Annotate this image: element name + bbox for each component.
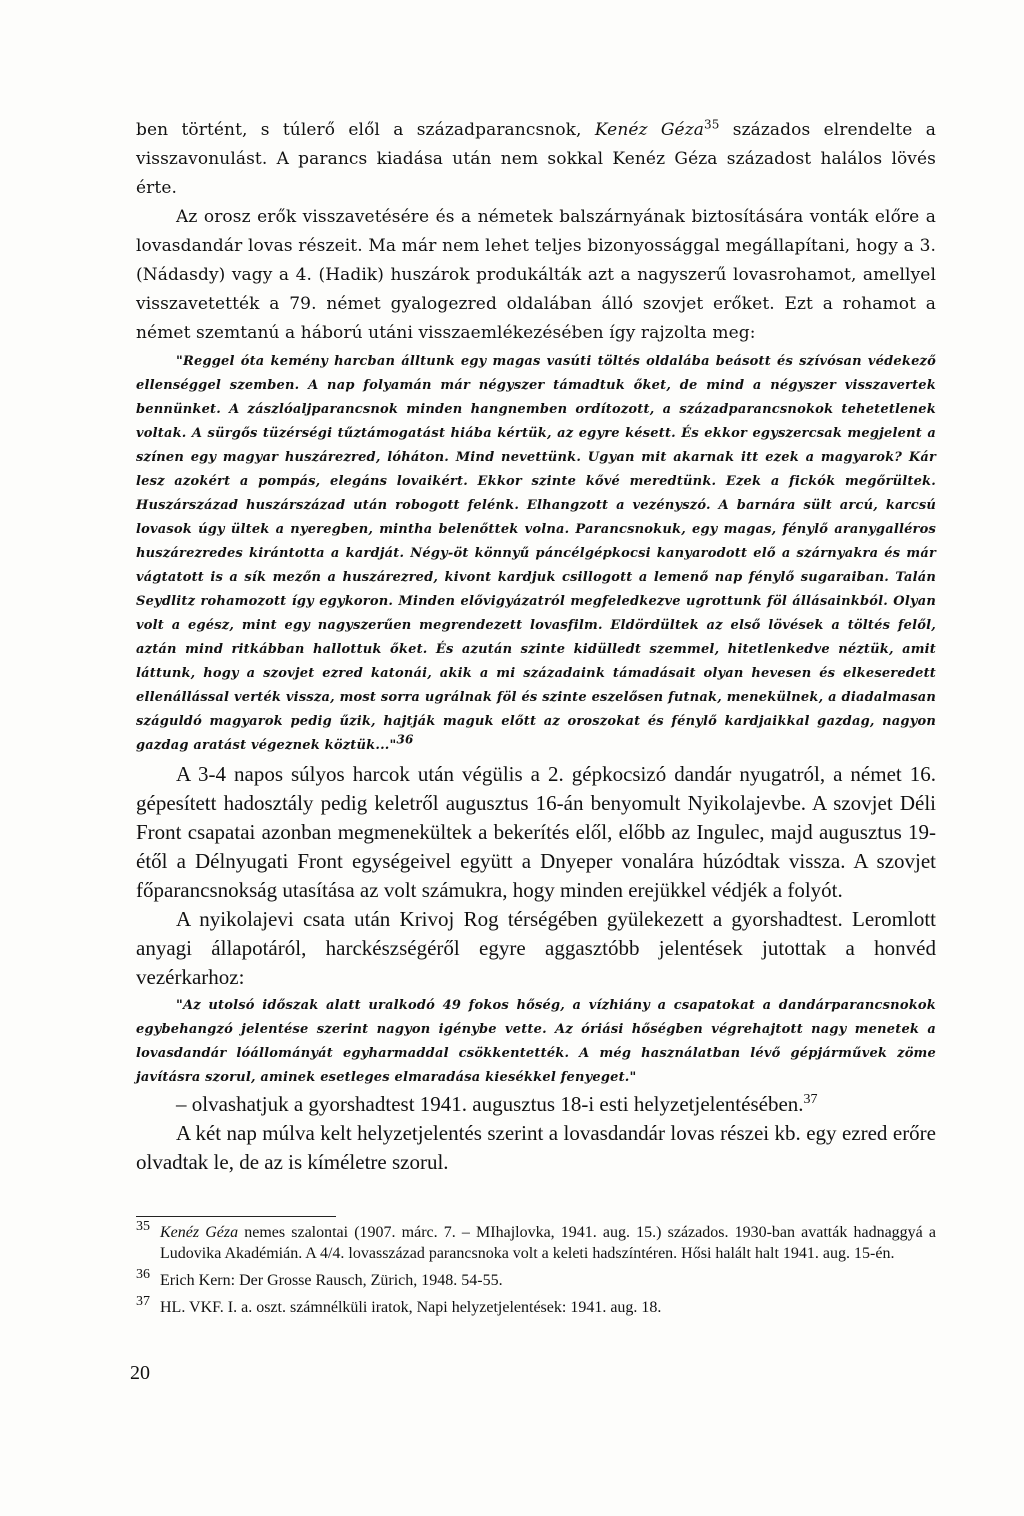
footnote-rule xyxy=(136,1216,336,1217)
footnote-text: Erich Kern: Der Grosse Rausch, Zürich, 1948. 54-55. xyxy=(160,1272,503,1289)
footnote-number: 37 xyxy=(136,1294,150,1309)
quote-2: "Az utolsó időszak alatt uralkodó 49 fokos hőség, a vízhiány a csapatokat a dandárparancsnokok egybehangzó jelentése szerint nagyon igénybe vette. Az óriási hőségben végrehajtott nagy menetek a lovasdandár lóállományát egyharmaddal csökkentették. A még használatban lévő gépjárművek zöme javításra szorul, aminek esetleges elmaradása kiesékkel fenyeget." xyxy=(136,998,936,1085)
footnote-text: nemes szalontai (1907. márc. 7. – MIhajlovka, 1941. aug. 15.) százados. 1930-ban avatták hadnaggyá a Ludovika Akadémián. A 4/4. lovasszázad parancsnoka volt a keleti hadszíntéren. Hősi halált halt 1941. aug. 15-én. xyxy=(160,1224,936,1262)
footnote-ref-35: 35 xyxy=(704,117,720,132)
paragraph-1 xyxy=(136,116,936,203)
footnotes xyxy=(136,1219,936,1324)
footnote-ref-37: 37 xyxy=(803,1092,818,1107)
paragraph-4: A nyikolajevi csata után Krivoj Rog térségében gyülekezett a gyorshadtest. Leromlott anyagi állapotáról, harckészségéről egyre aggasztóbb jelentések jutottak a honvéd vezérkarhoz: xyxy=(136,907,936,989)
footnote-37 xyxy=(136,1294,936,1318)
paragraph-1-rest: százados elrendelte a visszavonulást. A parancs kiadása után nem sokkal Kenéz Géza századost halálos lövés érte. xyxy=(136,120,936,198)
paragraph-1-name: Kenéz Géza xyxy=(594,120,704,140)
paragraph-3: A 3-4 napos súlyos harcok után végülis a 2. gépkocsizó dandár nyugatról, a német 16. gépesített hadosztály pedig keletről augusztus 16-án benyomult Nyikolajevbe. A szovjet Déli Front csapatai azonban megmenekültek a bekerítés elől, előbb az Ingulec, majd augusztus 19-étől a Délnyugati Front egységeivel együtt a Dnyeper vonalára húzódtak vissza. A szovjet főparancsnokság utasítása az volt számukra, hogy minden erejükkel védjék a folyót. xyxy=(136,762,936,902)
footnote-number: 36 xyxy=(136,1267,150,1282)
paragraph-5 xyxy=(136,1090,936,1119)
paragraph-5-text: – olvashatjuk a gyorshadtest 1941. augusztus 18-i esti helyzetjelentésében. xyxy=(176,1092,804,1116)
paragraph-2: Az orosz erők visszavetésére és a németek balszárnyának biztosítására vonták előre a lovasdandár lovas részeit. Ma már nem lehet teljes bizonyossággal megállapítani, hogy a 3. (Nádasdy) vagy a 4. (Hadik) huszárok produkálták azt a nagyszerű lovasrohamot, amellyel visszavetették a 79. német gyalogezred oldalában álló szovjet erőket. Ezt a rohamot a német szemtanú a háború utáni visszaemlékezésében így rajzolta meg: xyxy=(136,207,936,343)
page-number: 20 xyxy=(130,1362,150,1384)
footnote-36 xyxy=(136,1267,936,1291)
footnote-35 xyxy=(136,1219,936,1264)
footnote-number: 35 xyxy=(136,1219,150,1234)
footnote-ref-36: 36 xyxy=(396,732,414,747)
body-text xyxy=(136,116,936,1177)
paragraph-6: A két nap múlva kelt helyzetjelentés szerint a lovasdandár lovas részei kb. egy ezred erőre olvadtak le, de az is kíméletre szorul. xyxy=(136,1121,936,1174)
quote-1-text: "Reggel óta kemény harcban álltunk egy magas vasúti töltés oldalába beásott és szívósan védekező ellenséggel szemben. A nap folyamán már négyszer támadtuk őket, de mind a négyszer visszavertek bennünket. A zászlóaljparancsnok minden hangnemben ordítozott, a századparancsnokok tehetetlenek voltak. A sürgős tüzérségi tűztámogatást hiába kértük, az egyre késett. És ekkor egyszercsak megjelent a színen egy magyar huszárezred, lóháton. Mind nevettünk. Ugyan mit akarnak itt ezek a magyarok? Kár lesz azokért a pompás, elegáns lovaikért. Ekkor szinte kővé meredtünk. Ezek a fickók megőrültek. Huszárszázad huszárszázad után robogott felénk. Elhangzott a vezényszó. A barnára sült arcú, karcsú lovasok úgy ültek a nyeregben, mintha belenőttek volna. Parancsnokuk, egy magas, fénylő aranygalléros huszárezredes kirántotta a kardját. Négy-öt könnyű páncélgépkocsi kanyarodott elő a szárnyakra és már vágtatott is a sík mezőn a huszárezred, kivont kardjuk csillogott a lemenő nap fénylő sugaraiban. Talán Seydlitz rohamozott így egykoron. Minden elővigyázatról megfeledkezve ugrottunk föl állásainkból. Olyan volt a egész, mint egy nagyszerűen megrendezett lovasfilm. Eldördültek az első lövések a töltés felől, aztán mind ritkábban hallottuk őket. És azután szinte kidülledt szemmel, hitetlenkedve néztük, amit láttunk, hogy a szovjet ezred katonái, akik a mi századaink támadásait olyan hevesen és elkeseredett ellenállással verték vissza, most sorra ugrálnak föl és szinte eszelősen futnak, menekülnek, a diadalmasan száguldó magyarok pedig űzik, hajtják maguk előtt az oroszokat és fénylő kardjaikkal gazdag, nagyon gazdag aratást végeznek köztük..." xyxy=(136,354,936,753)
quote-1 xyxy=(136,350,936,758)
footnote-name: Kenéz Géza xyxy=(160,1224,239,1241)
paragraph-1-text: ben történt, s túlerő elől a századparancsnok, xyxy=(136,120,582,140)
footnote-text: HL. VKF. I. a. oszt. számnélküli iratok, Napi helyzetjelentések: 1941. aug. 18. xyxy=(160,1299,662,1316)
